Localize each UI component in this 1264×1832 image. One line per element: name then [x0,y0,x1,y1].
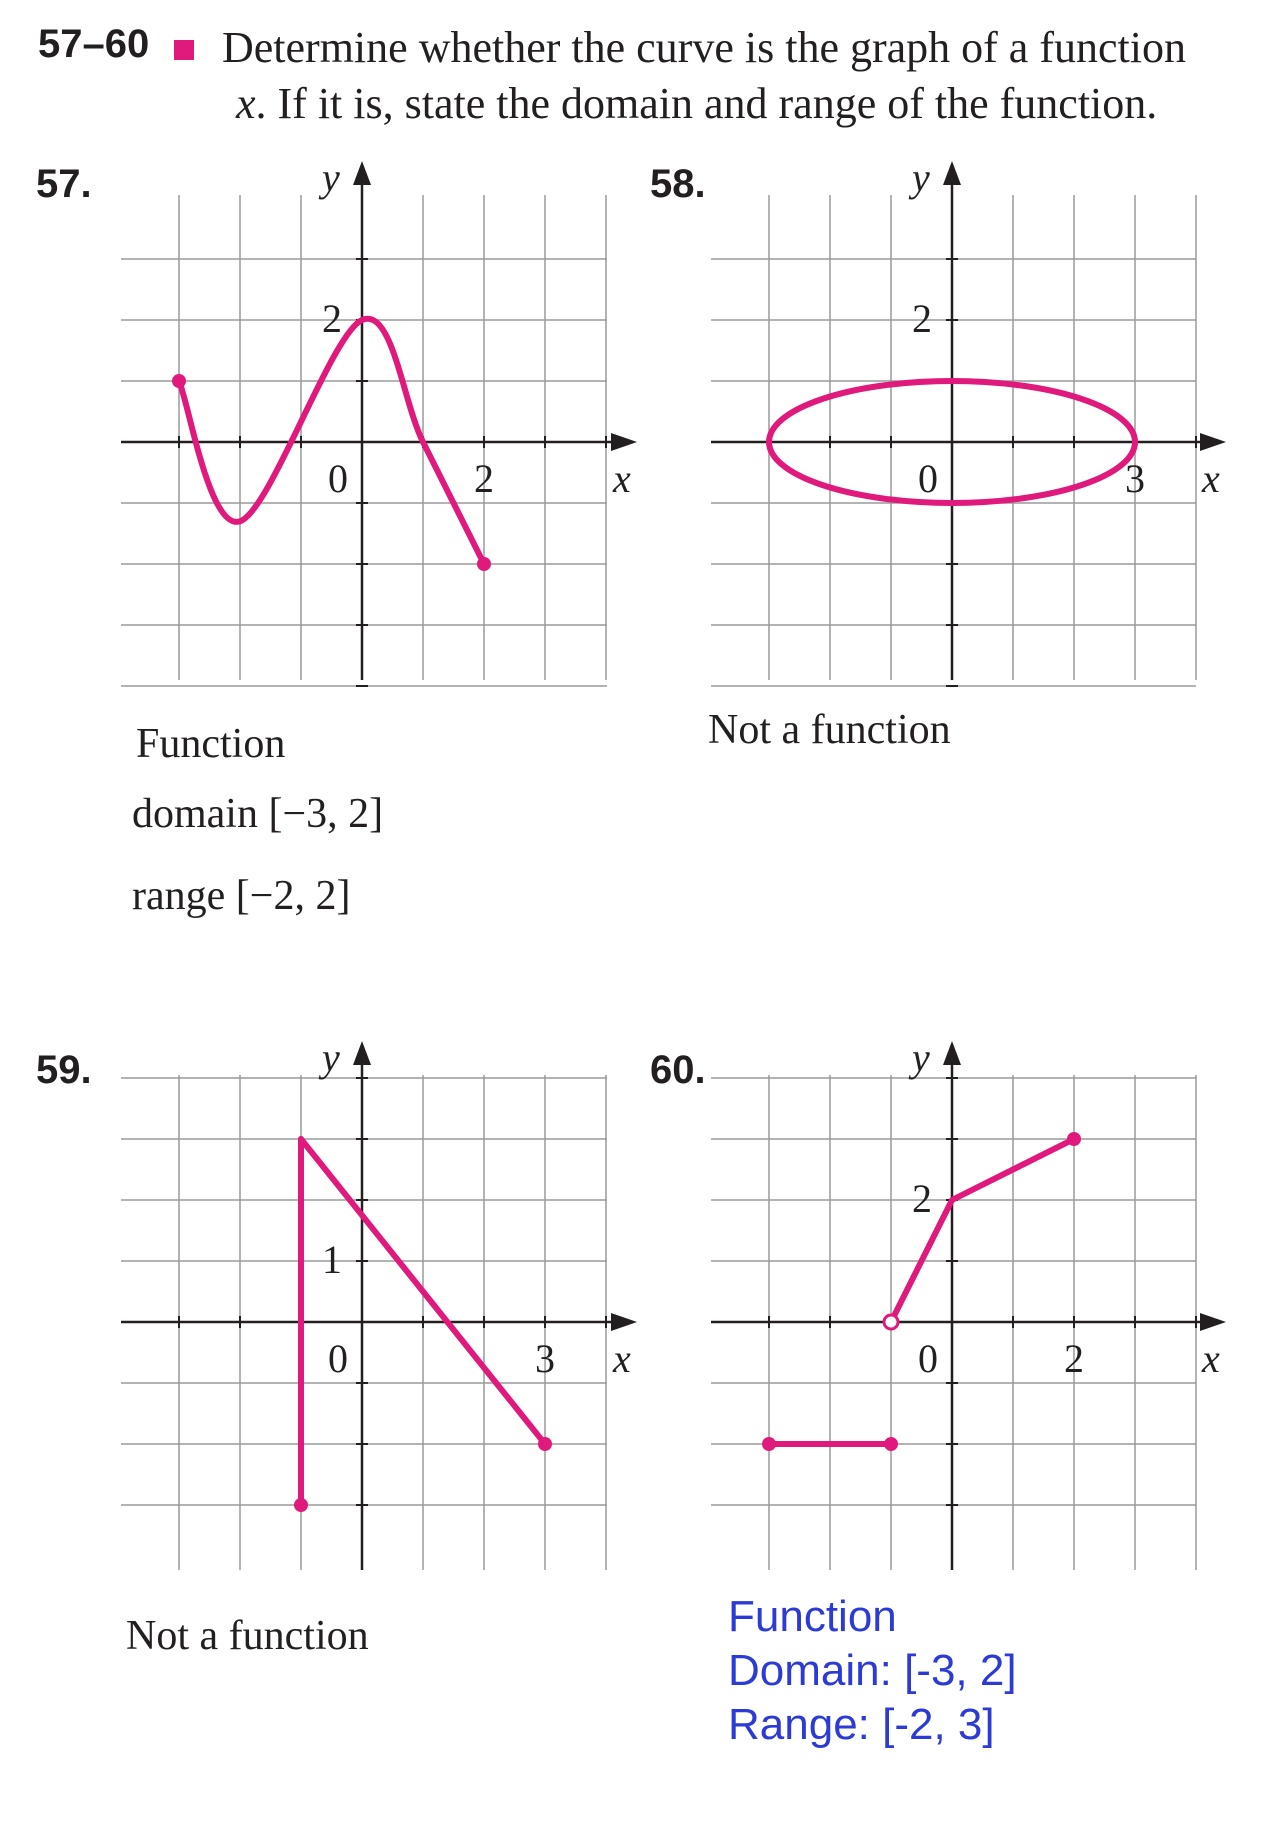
y-axis-arrow-icon [943,161,961,185]
tick-label-x: 3 [535,1336,555,1381]
problem-range: 57–60 [38,22,150,66]
answer-59-verdict: Not a function [126,1613,369,1659]
x-axis-arrow-icon [1200,433,1226,451]
answer-57-range: range [−2, 2] [132,873,351,919]
tick-label-y: 2 [912,1176,932,1221]
problem-58-number: 58. [650,162,706,206]
answer-57-domain: domain [−3, 2] [132,791,384,837]
instruction-line-2-rest: . If it is, state the domain and range of the function. [255,79,1158,128]
y-axis-arrow-icon [943,1041,961,1065]
problem-59-number: 59. [36,1048,92,1092]
tick-label-zero: 0 [328,456,348,501]
tick-label-y: 2 [912,296,932,341]
x-axis-arrow-icon [611,433,637,451]
tick-label-zero: 0 [328,1336,348,1381]
graph-57 [121,155,637,686]
x-axis-label: x [613,1336,631,1381]
x-axis-arrow-icon [1200,1313,1226,1331]
answer-60-domain: Domain: [-3, 2] [728,1646,1017,1695]
y-axis-label: y [912,1035,930,1080]
closed-endpoint [538,1437,552,1451]
tick-label-zero: 0 [918,1336,938,1381]
x-axis-label: x [1202,456,1220,501]
problem-60-number: 60. [650,1048,706,1092]
tick-label-y: 1 [322,1237,342,1282]
closed-endpoint [884,1437,898,1451]
grid [711,195,1196,686]
open-endpoint [884,1315,898,1329]
graph-60 [711,1035,1226,1570]
closed-endpoint [1067,1132,1081,1146]
y-axis-label: y [912,155,930,200]
x-axis-label: x [613,456,631,501]
tick-label-zero: 0 [918,456,938,501]
y-axis-arrow-icon [353,161,371,185]
answer-60-verdict: Function [728,1592,897,1641]
tick-label-x: 3 [1125,456,1145,501]
closed-endpoint [762,1437,776,1451]
answer-60-range: Range: [-2, 3] [728,1700,995,1749]
answer-57-verdict: Function [136,721,286,767]
answer-58-verdict: Not a function [708,707,951,753]
y-axis-label: y [322,1035,340,1080]
tick-label-y: 2 [322,296,342,341]
graph-59 [121,1035,637,1570]
closed-endpoint [172,374,186,388]
variable-x: x [236,79,256,128]
y-axis-arrow-icon [353,1041,371,1065]
graph-58 [711,155,1226,686]
problem-57-number: 57. [36,162,92,206]
line-segment [891,1139,1074,1322]
x-axis-arrow-icon [611,1313,637,1331]
tick-label-x: 2 [474,456,494,501]
y-axis-label: y [322,155,340,200]
tick-label-x: 2 [1064,1336,1084,1381]
closed-endpoint [477,557,491,571]
x-axis-label: x [1202,1336,1220,1381]
instruction-line-1: Determine whether the curve is the graph of a function [222,23,1186,72]
closed-endpoint [294,1498,308,1512]
